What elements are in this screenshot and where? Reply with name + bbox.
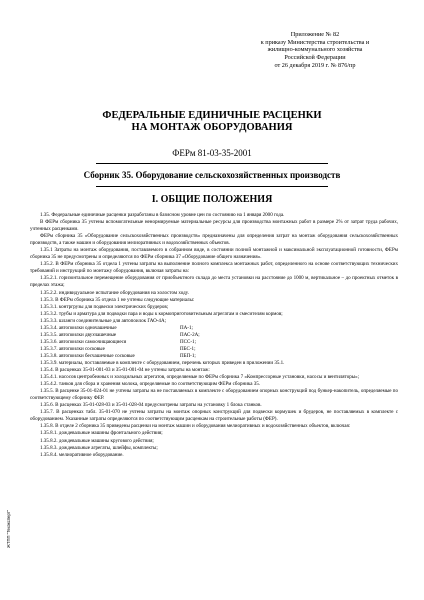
paragraph: В ФЕРм сборника 35 учтены вспомогательные ненормируемые материальные ресурсы для производства монтажных работ в размере 2% от затрат труда рабочих, учтенных расценками. [30,219,398,233]
list-item: 1.35.8.3. дождевальные агрегаты, шлейфы, комплекты; [40,444,158,451]
list-item: 1.35.2.2. индивидуальное испытание оборудования на холостом ходу. [40,289,189,296]
list-item: 1.35.8.2. дождевальные машины кругового действия; [40,437,154,444]
list-item: 1.35.6. В расценках 35-01-028-03 и 35-01-028-04 предусмотрены затраты на установку 1 блока станков. [40,402,262,409]
drinker-model: ПАС-2А; [180,331,200,338]
drinker-name: 1.35.3.5. автопоилки двухчашечные [40,331,117,338]
paragraph: 1.35.3.9. материалы, поставляемые в комплекте с оборудованием, перечень которых приведен в приложении 35.1. [40,359,285,366]
list-item: 1.35.8.4. мелиоративное оборудование. [40,451,124,458]
document-body [30,212,398,459]
drinker-row [30,332,398,339]
list-item: 1.35.8.1. дождевальные машины фронтального действия; [40,430,163,437]
appendix-line-5: от 26 декабря 2019 г. № 876/пр [274,61,356,69]
paragraph: 1.35.1 Затраты на монтаж оборудования, поставляемого в собранном виде, в состоянии полной монтажной и максимальной эксплуатационной готовности, ФЕРм сборника 35 не предусмотрены и определяются по ФЕРм сборника 37 «Оборудование общего назначения». [30,247,398,261]
drinker-name: 1.35.3.8. автопоилки бесчашечные сосковые [40,352,135,359]
drinker-model: ПА-1; [180,324,193,331]
appendix-line-3: жилищно-коммунального хозяйства [267,46,363,54]
list-item: 1.35.3.3. шланги соединительные для автопоилок ГАО-4А; [40,317,166,324]
paragraph: 1.35.2. В ФЕРм сборника 35 отдела 1 учтены затраты на выполнение полного комплекса монтажных работ, определенного на основе соответствующих технических требований и инструкций по монтажу оборудования, включая затраты на: [30,261,398,275]
drinker-row [30,339,398,346]
drinker-name: 1.35.3.4. автопоилки одночашечные [40,324,117,331]
list-item: 1.35.3.2. трубы и арматура для подводки пара и воды к кормоприготовительным агрегатам и смесителям кормов; [40,310,283,317]
list-item: 1.35.3.1. контргрузы для подвески электрических брудеров; [40,303,169,310]
drinker-model: ПБП-1; [180,352,196,359]
drinker-name: 1.35.3.6. автопоилки самоочищающиеся [40,338,127,345]
paragraph: 1.35. Федеральные единичные расценки разработаны в базисном уровне цен по состоянию на 1 января 2000 года. [40,212,285,218]
drinker-name: 1.35.3.7. автопоилки сосковые [40,345,105,352]
drinker-row [30,325,398,332]
document-code: ФЕРм 81-03-35-2001 [172,148,252,158]
drinker-model: ПБС-1; [180,345,196,352]
list-item: 1.35.3. В ФЕРм сборника 35 отдела 1 не учтены следующие материалы: [40,296,195,303]
paragraph: 1.35.5. В расценке 35-01-024-01 не учтены затраты на не поставляемых в комплекте с оборудованием опорных конструкций под бункер-накопитель, определяемые по соответствующему сборнику ФЕР. [30,388,398,402]
paragraph: 1.35.2.1. горизонтальное перемещение оборудования от приобъектного склада до места установки на расстояние до 1000 м, вертикальное – до проектных отметок в пределах этажа; [30,275,398,289]
drinker-row [30,346,398,353]
drinker-row [30,353,398,360]
list-item: 1.35.4.2. танков для сбора и хранения молока, определяемые по соответствующим ФЕРм сборника 35. [40,381,261,388]
appendix-line-2: к приказу Министерства строительства и [260,38,370,46]
paragraph: ФЕРм сборника 35 «Оборудование сельскохозяйственных производств» предназначены для определения затрат на монтаж оборудования сельскохозяйственных производств, а также машин и оборудования мелиоративных и водохозяйственных объектов. [30,233,398,247]
document-title-line-2: НА МОНТАЖ ОБОРУДОВАНИЯ [131,122,293,133]
paragraph: 1.35.8. В отделе 2 сборника 35 приведены расценки на монтаж машин и оборудования мелиоративных и водохозяйственных объектов, включая: [40,423,351,430]
divider-bottom [96,186,328,187]
list-item: 1.35.4. В расценках 35-01-001-03 и 35-01-001-04 не учтены затраты на монтаж: [40,367,210,374]
collection-title: Сборник 35. Оборудование сельскохозяйственных производств [83,170,341,180]
paragraph: 1.35.7. В расценках табл. 35-01-070 не учтены затраты на монтаж опорных конструкций для подвески кормушек и брудеров, не поставляемых в комплекте с оборудованием. Указанные затраты определяются по соответствующим расценкам на строительные работы (ФЕР). [30,409,398,423]
appendix-line-1: Приложение № 82 [290,31,340,38]
drinker-model: ПСС-1; [180,338,196,345]
section-heading: I. ОБЩИЕ ПОЛОЖЕНИЯ [151,194,273,205]
divider-top [96,163,328,164]
appendix-line-4: Российской Федерации [284,54,346,62]
appendix-block [230,31,400,70]
side-stamp: ЖТПП "Техэксперт" [6,509,11,548]
document-title-line-1: ФЕДЕРАЛЬНЫЕ ЕДИНИЧНЫЕ РАСЦЕНКИ [102,110,322,121]
paragraph: 1.35.4.1. насосов центробежных и холодильных агрегатов, определяемые по ФЕРм сборника 7 «Компрессорные установки, насосы и вентиляторы»; [40,374,360,381]
